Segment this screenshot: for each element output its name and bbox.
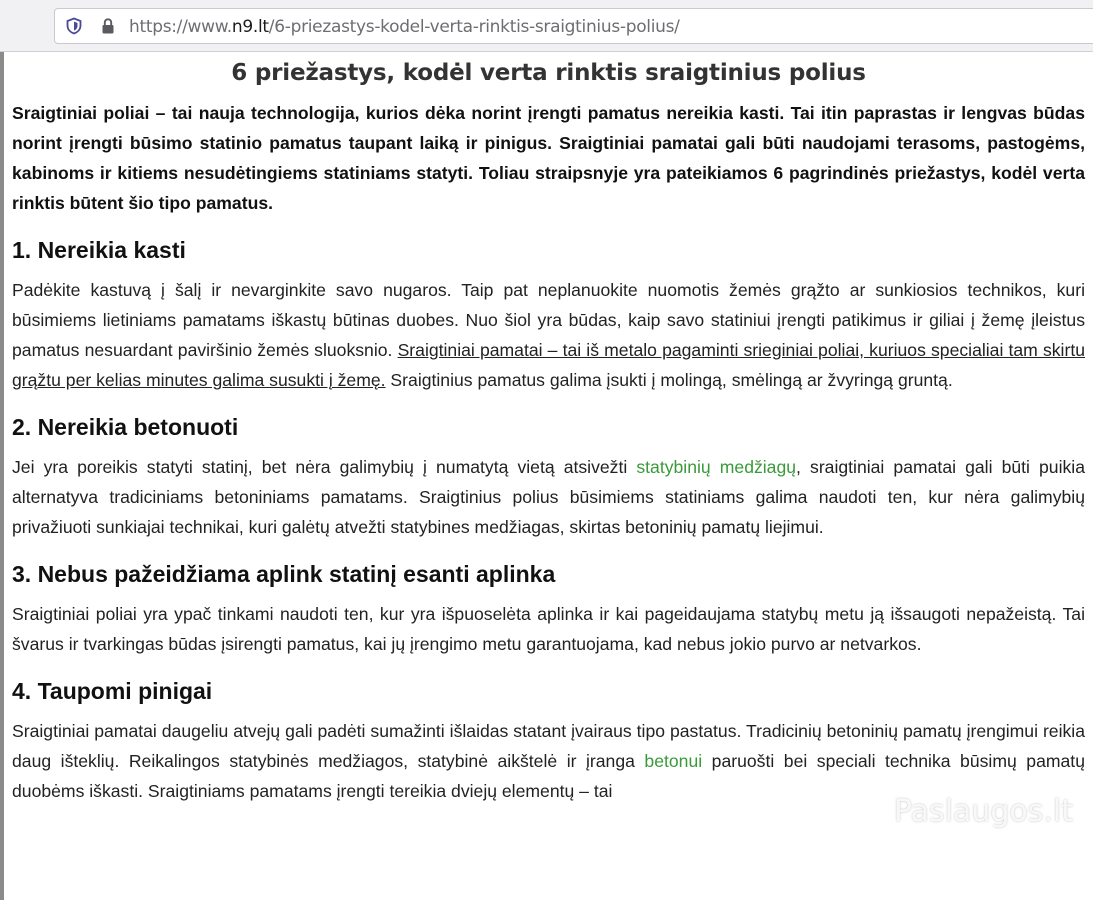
address-bar[interactable] xyxy=(54,8,1093,44)
section-1-text-a: Padėkite kastuvą į šalį ir nevarginkite savo nugaros. Taip pat neplanuokite nuomotis žemės grąžto ar sunkiosios technikos, kuri būsimiems lietiniams pamatams iškastų būtinas duobes. Nuo šiol yra būdas, kaip savo statiniui įrengti patikimus ir giliai į žemę įleistus pamatus nesuardant paviršinio žemės sluoksnio. xyxy=(12,280,1085,360)
section-text-2 xyxy=(12,452,1085,542)
statybiniu-medziagu-link[interactable]: statybinių medžiagų xyxy=(636,457,797,477)
url-domain: n9.lt xyxy=(231,17,269,37)
watermark: Paslaugos.lt xyxy=(893,794,1073,829)
url-path: /6-priezastys-kodel-verta-rinktis-sraigtinius-polius/ xyxy=(268,17,680,37)
section-text-1 xyxy=(12,275,1085,395)
section-4-text-b: paruošti bei speciali technika būsimų pamatų duobėms iškasti. Sraigtiniams pamatams įrengti tereikia dviejų elementų – tai xyxy=(12,751,1085,801)
betonui-link[interactable]: betonui xyxy=(644,751,703,771)
section-heading-3: 3. Nebus pažeidžiama aplink statinį esanti aplinka xyxy=(12,561,556,587)
section-text-4 xyxy=(12,716,1085,806)
url-prefix: https://www. xyxy=(129,17,232,37)
browser-toolbar xyxy=(0,0,1093,52)
section-2-text-b: , sraigtiniai pamatai gali būti puikia alternatyva tradiciniams betoniniams pamatams. Sraigtinius polius būsimiems statiniams galima naudoti ten, kur nėra galimybių privažiuoti sunkiajai technikai, kuri galėtų atvežti statybines medžiagas, skirtas betoninių pamatų liejimui. xyxy=(12,457,1085,537)
shield-icon[interactable] xyxy=(65,17,83,35)
section-heading-2: 2. Nereikia betonuoti xyxy=(12,414,239,440)
section-4-text-a: Sraigtiniai pamatai daugeliu atvejų gali padėti sumažinti išlaidas statant įvairaus tipo pastatus. Tradicinių betoninių pamatų įrengimui reikia daug išteklių. Reikalingos statybinės medžiagos, statybinė aikštelė ir įranga xyxy=(12,721,1085,771)
article-lead: Sraigtiniai poliai – tai nauja technologija, kurios dėka norint įrengti pamatus nereikia kasti. Tai itin paprastas ir lengvas būdas norint įrengti būsimo statinio pamatus taupant laiką ir pinigus. Sraigtiniai pamatai gali būti naudojami terasoms, pastogėms, kabinoms ir kitiems nesudėtingiems statiniams statyti. Toliau straipsnyje yra pateikiamos 6 pagrindinės priežastys, kodėl verta rinktis būtent šio tipo pamatus. xyxy=(12,103,1085,213)
lock-icon[interactable] xyxy=(99,17,117,35)
section-heading-1: 1. Nereikia kasti xyxy=(12,237,186,263)
article-title: 6 priežastys, kodėl verta rinktis sraigtinius polius xyxy=(231,60,866,86)
article xyxy=(12,52,1085,806)
section-1-text-b: Sraigtinius pamatus galima įsukti į molingą, smėlingą ar žvyringą gruntą. xyxy=(385,370,953,390)
section-heading-4: 4. Taupomi pinigai xyxy=(12,678,213,704)
url-text[interactable] xyxy=(129,17,680,37)
section-text-3: Sraigtiniai poliai yra ypač tinkami naudoti ten, kur yra išpuoselėta aplinka ir kai pageidaujama statybų metu ją išsaugoti nepažeistą. Tai švarus ir tvarkingas būdas įsirengti pamatus, kai jų įrengimo metu garantuojama, kad nebus jokio purvo ar netvarkos. xyxy=(12,604,1085,654)
section-1-underlined-text: Sraigtiniai pamatai – tai iš metalo pagaminti srieginiai poliai, kuriuos specialiai tam skirtu grąžtu per kelias minutes galima susukti į žemę. xyxy=(12,340,1086,390)
page-content xyxy=(0,52,1093,900)
section-2-text-a: Jei yra poreikis statyti statinį, bet nėra galimybių į numatytą vietą atsivežti xyxy=(12,457,637,477)
